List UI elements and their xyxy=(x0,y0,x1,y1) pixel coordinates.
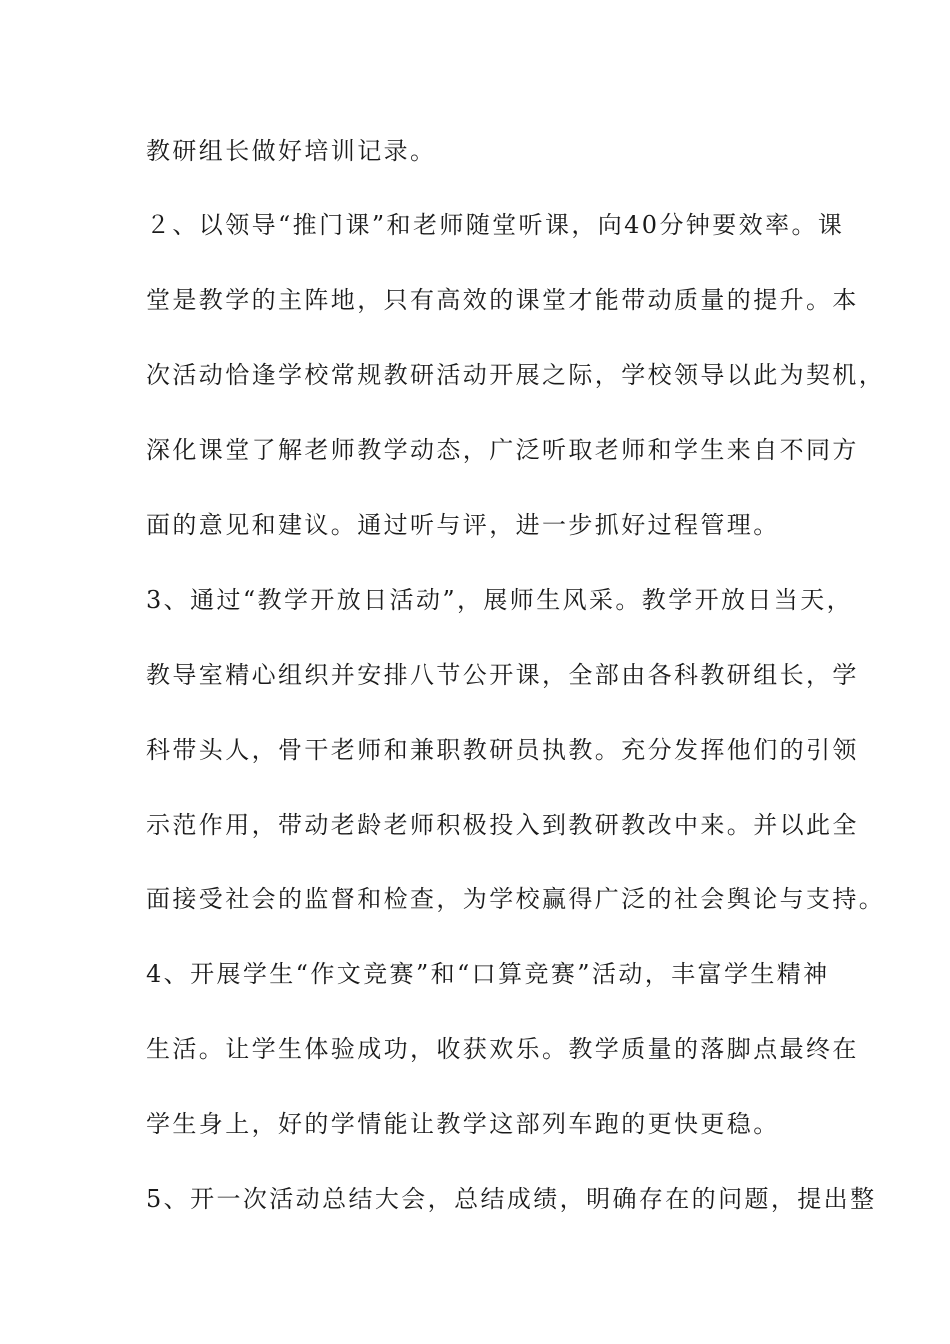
text-line: 次活动恰逢学校常规教研活动开展之际，学校领导以此为契机， xyxy=(146,361,886,389)
text-line: 教研组长做好培训记录。 xyxy=(146,137,437,165)
text-line: 深化课堂了解老师教学动态，广泛听取老师和学生来自不同方 xyxy=(146,436,859,464)
text-line: 学生身上，好的学情能让教学这部列车跑的更快更稳。 xyxy=(146,1110,780,1138)
text-line: 面的意见和建议。通过听与评，进一步抓好过程管理。 xyxy=(146,511,780,539)
text-line: 科带头人，骨干老师和兼职教研员执教。充分发挥他们的引领 xyxy=(146,736,859,764)
text-line: 示范作用，带动老龄老师积极投入到教研教改中来。并以此全 xyxy=(146,811,859,839)
text-line: 5、开一次活动总结大会，总结成绩，明确存在的问题，提出整 xyxy=(146,1185,877,1213)
text-line: 生活。让学生体验成功，收获欢乐。教学质量的落脚点最终在 xyxy=(146,1035,859,1063)
text-line: 教导室精心组织并安排八节公开课，全部由各科教研组长，学 xyxy=(146,661,859,689)
text-line: 面接受社会的监督和检查，为学校赢得广泛的社会舆论与支持。 xyxy=(146,885,886,913)
text-line: 4、开展学生“作文竞赛”和“口算竞赛”活动，丰富学生精神 xyxy=(146,960,830,988)
text-line: 堂是教学的主阵地，只有高效的课堂才能带动质量的提升。本 xyxy=(146,286,859,314)
text-line: ２、以领导“推门课”和老师随堂听课，向40分钟要效率。课 xyxy=(146,211,845,239)
text-line: 3、通过“教学开放日活动”，展师生风采。教学开放日当天， xyxy=(146,586,854,614)
